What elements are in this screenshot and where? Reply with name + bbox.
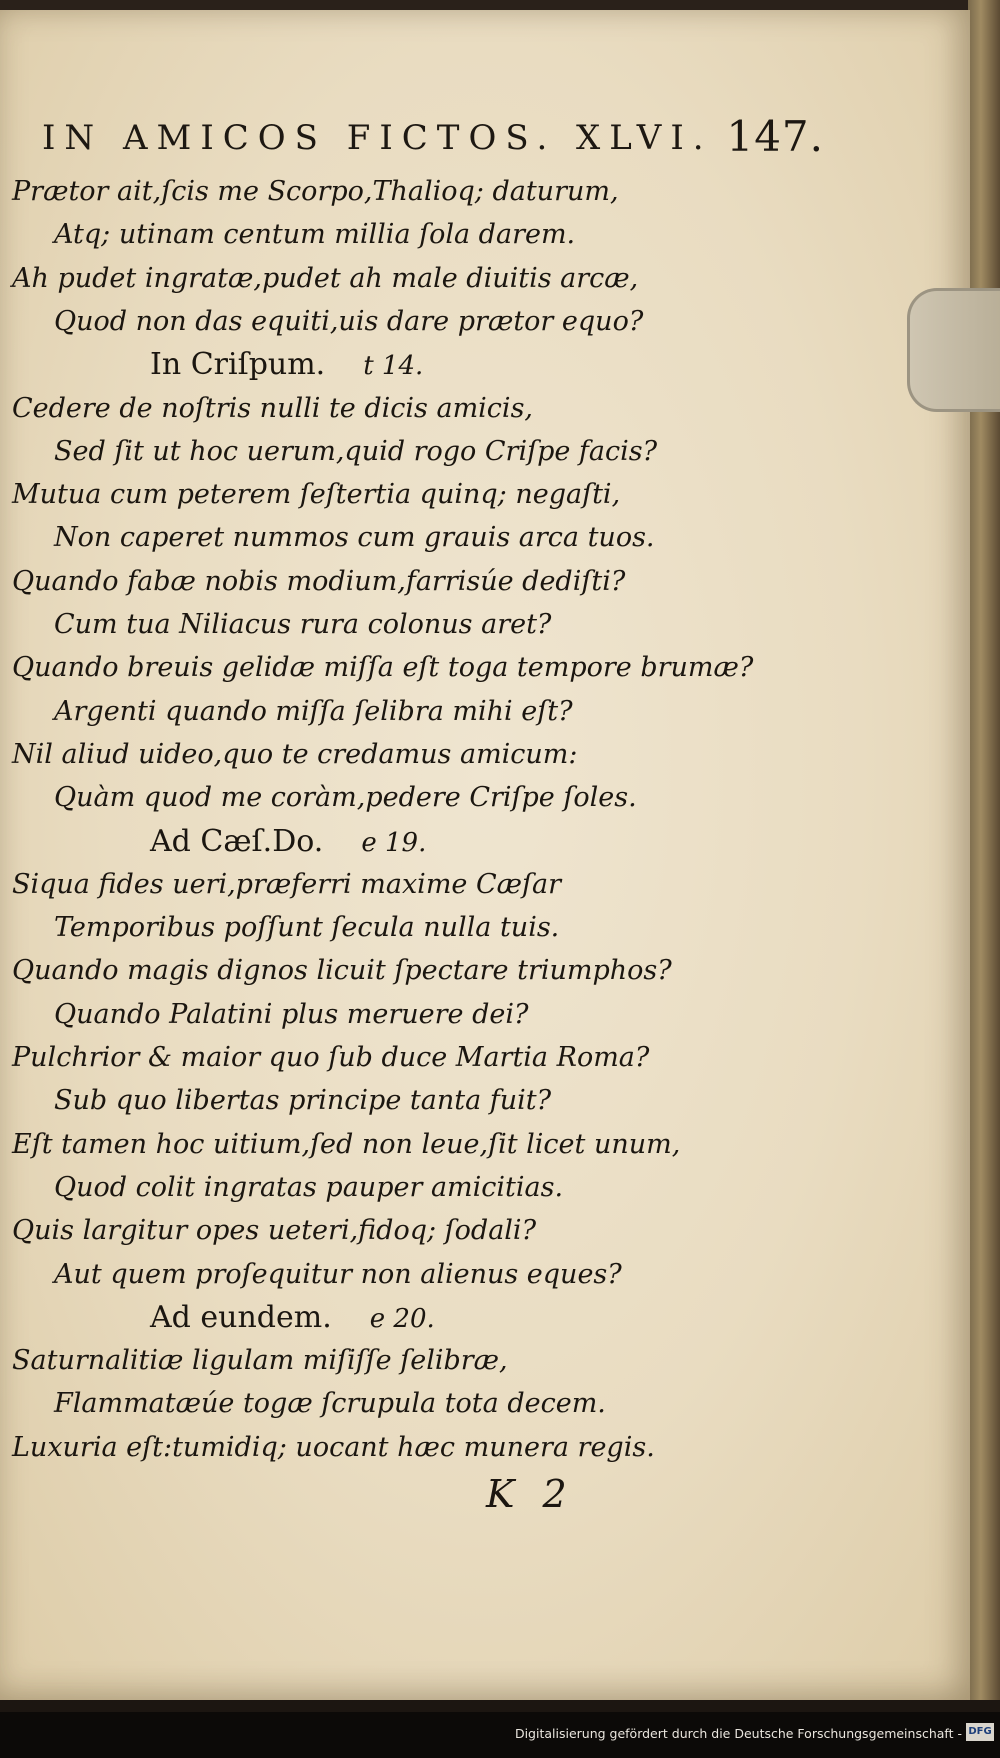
page-header bbox=[34, 110, 824, 170]
verse-line: Ah pudet ingratæ,pudet ah male diuitis arcæ, bbox=[12, 262, 639, 294]
verse-line: Quod colit ingratas pauper amicitias. bbox=[54, 1171, 564, 1203]
poem-reference: e 19. bbox=[361, 827, 427, 858]
verse-line: Sed ſit ut hoc uerum,quid rogo Criſpe facis? bbox=[54, 435, 658, 467]
verse-line: Pulchrior & maior quo ſub duce Martia Roma? bbox=[12, 1042, 650, 1073]
dfg-logo: DFG bbox=[966, 1723, 994, 1741]
verse-line: Eſt tamen hoc uitium,ſed non leue,ſit licet unum, bbox=[12, 1128, 681, 1160]
verse-line: Atq; utinam centum millia ſola darem. bbox=[54, 219, 576, 251]
poem-title-text: Ad eundem. bbox=[150, 1299, 332, 1335]
verse-line: Luxuria eſt:tumidiq; uocant hæc munera regis. bbox=[12, 1431, 655, 1463]
verse-line: Flammatæúe togæ ſcrupula tota decem. bbox=[54, 1388, 606, 1420]
verse-line: Quàm quod me coràm,pedere Criſpe ſoles. bbox=[54, 782, 637, 814]
verse-line: Quando Palatini plus meruere dei? bbox=[54, 998, 529, 1030]
poem-reference: t 14. bbox=[363, 351, 424, 382]
verse-line: Siqua fides ueri,præferri maxime Cæſar bbox=[12, 868, 562, 900]
verse-line: Temporibus poſſunt ſecula nulla tuis. bbox=[54, 912, 560, 944]
verse-line: Prætor ait,ſcis me Scorpo,Thalioq; daturum, bbox=[12, 176, 619, 207]
page-edge-tab bbox=[907, 288, 1000, 412]
poem-title-text: In Criſpum. bbox=[150, 347, 326, 383]
verse-line: Cedere de noſtris nulli te dicis amicis, bbox=[12, 392, 534, 424]
poem-title bbox=[150, 345, 423, 385]
verse-line: Sub quo libertas principe tanta fuit? bbox=[54, 1085, 552, 1117]
verse-line: Saturnalitiæ ligulam miſiſſe ſelibræ, bbox=[12, 1345, 508, 1377]
verse-line: Quod non das equiti,uis dare prætor equo? bbox=[54, 305, 644, 337]
verse-line: Non caperet nummos cum grauis arca tuos. bbox=[54, 522, 655, 554]
verse-line: Quis largitur opes ueteri,fidoq; ſodali? bbox=[12, 1215, 537, 1247]
verse-line: Cum tua Niliacus rura colonus aret? bbox=[54, 609, 552, 640]
verse-line: Argenti quando miſſa ſelibra mihi eſt? bbox=[54, 695, 573, 727]
verse-line: Nil aliud uideo,quo te credamus amicum: bbox=[12, 738, 578, 770]
book-spine-edge bbox=[968, 0, 1000, 1700]
verse-line: Quando fabæ nobis modium,farrisúe dediſti? bbox=[12, 565, 626, 597]
verse-line: Quando magis dignos licuit ſpectare triumphos? bbox=[12, 955, 672, 987]
verse-line: Aut quem proſequitur non alienus eques? bbox=[54, 1258, 622, 1290]
poem-title-text: Ad Cæſ.Do. bbox=[150, 823, 324, 859]
verse-line: Mutua cum peterem ſeſtertia quinq; negaſti, bbox=[12, 479, 621, 511]
running-head: IN AMICOS FICTOS. XLVI. bbox=[42, 118, 713, 158]
page-number: 147. bbox=[726, 112, 824, 161]
poem-reference: e 20. bbox=[369, 1303, 435, 1334]
footer-bar bbox=[0, 1712, 1000, 1758]
poem-title bbox=[150, 1298, 435, 1338]
poem-title bbox=[150, 822, 426, 862]
verse-line: Quando breuis gelidæ miſſa eſt toga tempore brumæ? bbox=[12, 652, 754, 684]
footer-credit: Digitalisierung gefördert durch die Deutsche Forschungsgemeinschaft - bbox=[514, 1726, 962, 1741]
signature-mark: K 2 bbox=[486, 1472, 575, 1516]
